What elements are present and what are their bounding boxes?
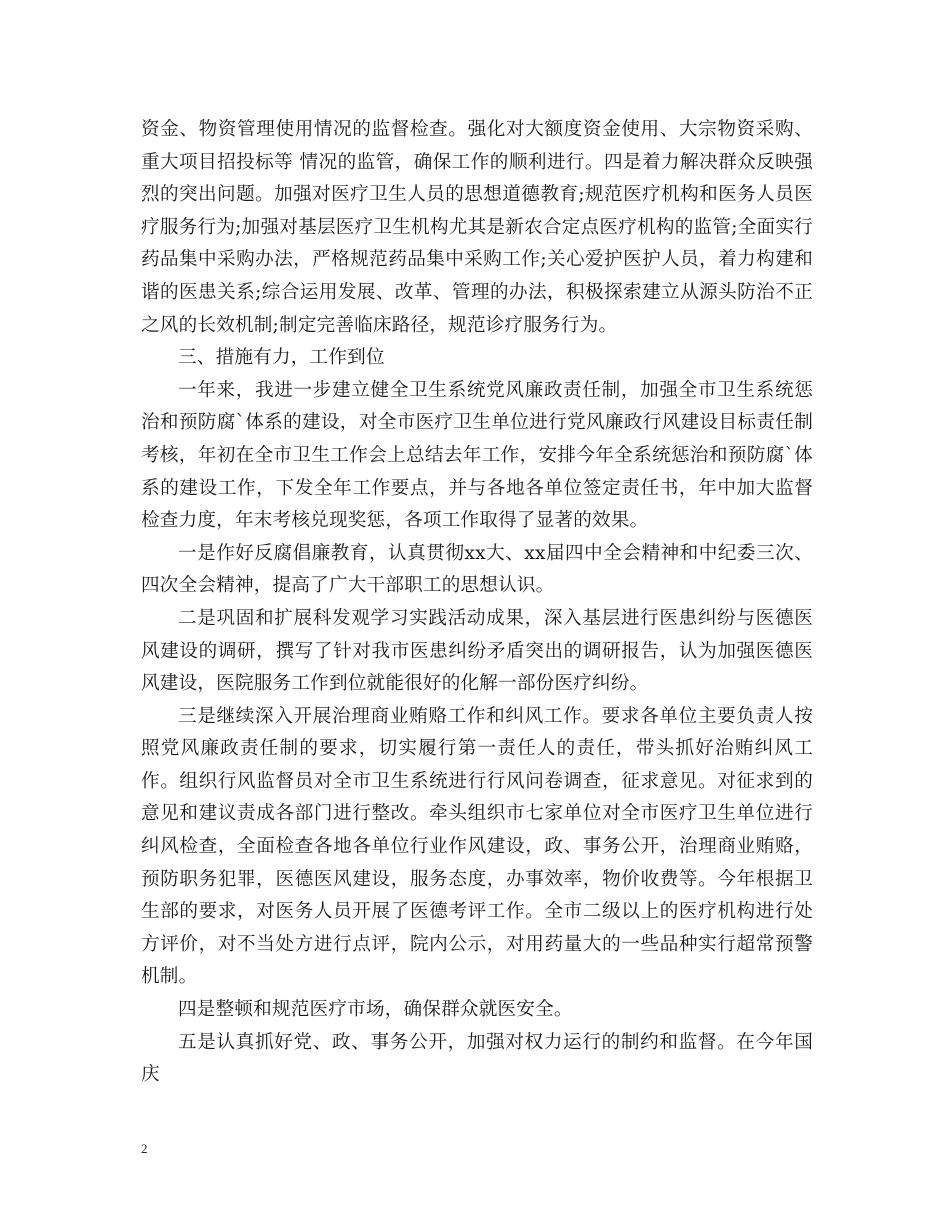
paragraph: 四是整顿和规范医疗市场，确保群众就医安全。 <box>178 999 573 1021</box>
paragraph: 一是作好反腐倡廉教育，认真贯彻xx大、xx届四中全会精神和中纪委三次、四次全会精神，提高了广大干部职工的思想认识。 <box>141 542 813 597</box>
section-heading: 三、措施有力，工作到位 <box>178 347 385 369</box>
paragraph: 三是继续深入开展治理商业贿赂工作和纠风工作。要求各单位主要负责人按照党风廉政责任制的要求，切实履行第一责任人的责任，带头抓好治贿纠风工作。组织行风监督员对全市卫生系统进行行风问卷调查，征求意见。对征求到的意见和建议责成各部门进行整改。牵头组织市七家单位对全市医疗卫生单位进行纠风检查，全面检查各地各单位行业作风建设，政、事务公开，治理商业贿赂，预防职务犯罪，医德医风建设，服务态度，办事效率，物价收费等。今年根据卫生部的要求，对医务人员开展了医德考评工作。全市二级以上的医疗机构进行处方评价，对不当处方进行点评，院内公示，对用药量大的一些品种实行超常预警机制。 <box>141 705 813 988</box>
page-number: 2 <box>141 1141 148 1156</box>
paragraph: 资金、物资管理使用情况的监督检查。强化对大额度资金使用、大宗物资采购、重大项目招投标等 情况的监管，确保工作的顺利进行。四是着力解决群众反映强烈的突出问题。加强对医疗卫生人员的思想道德教育;规范医疗机构和医务人员医疗服务行为;加强对基层医疗卫生机构尤其是新农合定点医疗机构的监管;全面实行药品集中采购办法，严格规范药品集中采购工作;关心爱护医护人员，着力构建和谐的医患关系;综合运用发展、改革、管理的办法，积极探索建立从源头防治不正之风的长效机制;制定完善临床路径，规范诊疗服务行为。 <box>141 119 813 336</box>
paragraph: 一年来，我进一步建立健全卫生系统党风廉政责任制，加强全市卫生系统惩治和预防腐`体系的建设，对全市医疗卫生单位进行党风廉政行风建设目标责任制考核，年初在全市卫生工作会上总结去年工作，安排今年全系统惩治和预防腐`体系的建设工作，下发全年工作要点，并与各地各单位签定责任书，年中加大监督检查力度，年末考核兑现奖惩，各项工作取得了显著的效果。 <box>141 379 813 532</box>
document-body <box>141 114 813 1092</box>
paragraph: 五是认真抓好党、政、事务公开，加强对权力运行的制约和监督。在今年国庆 <box>141 1031 813 1086</box>
paragraph: 二是巩固和扩展科发观学习实践活动成果，深入基层进行医患纠纷与医德医风建设的调研，撰写了针对我市医患纠纷矛盾突出的调研报告，认为加强医德医风建设，医院服务工作到位就能很好的化解一部份医疗纠纷。 <box>141 607 813 695</box>
